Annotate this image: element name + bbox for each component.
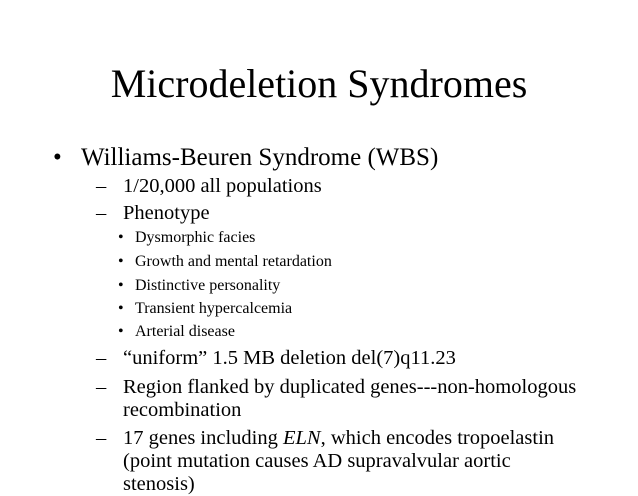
item-text: Region flanked by duplicated genes---non-homologous: [123, 376, 577, 398]
gene-name: ELN: [283, 427, 321, 449]
item-text: 1/20,000 all populations: [123, 175, 322, 197]
item-text: recombination: [123, 399, 242, 421]
item-text: Phenotype: [123, 202, 210, 224]
item-text: [123, 426, 554, 450]
bullet-icon: •: [53, 144, 62, 171]
item-text: “uniform” 1.5 MB deletion del(7)q11.23: [123, 347, 456, 369]
slide-title: Microdeletion Syndromes: [110, 61, 528, 106]
item-text: (point mutation causes AD supravalvular aortic: [123, 450, 511, 472]
dash-icon: –: [96, 175, 107, 197]
item-text-pre: 17 genes including: [123, 427, 283, 449]
bullet-icon: •: [118, 229, 124, 246]
dash-icon: –: [96, 376, 107, 398]
bullet-icon: •: [118, 277, 124, 294]
item-text: stenosis): [123, 473, 195, 495]
bullet-icon: •: [118, 253, 124, 270]
dash-icon: –: [96, 347, 107, 369]
item-text-post: , which encodes tropoelastin: [320, 427, 555, 449]
bullet-icon: •: [118, 300, 124, 317]
item-text: Arterial disease: [135, 323, 235, 340]
dash-icon: –: [96, 202, 107, 224]
item-text: Distinctive personality: [135, 277, 281, 294]
dash-icon: –: [96, 427, 107, 449]
bullet-icon: •: [118, 323, 124, 340]
item-text: Williams-Beuren Syndrome (WBS): [81, 144, 439, 171]
item-text: Growth and mental retardation: [135, 253, 332, 270]
item-text: Transient hypercalcemia: [135, 300, 293, 317]
item-text: Dysmorphic facies: [135, 229, 256, 246]
